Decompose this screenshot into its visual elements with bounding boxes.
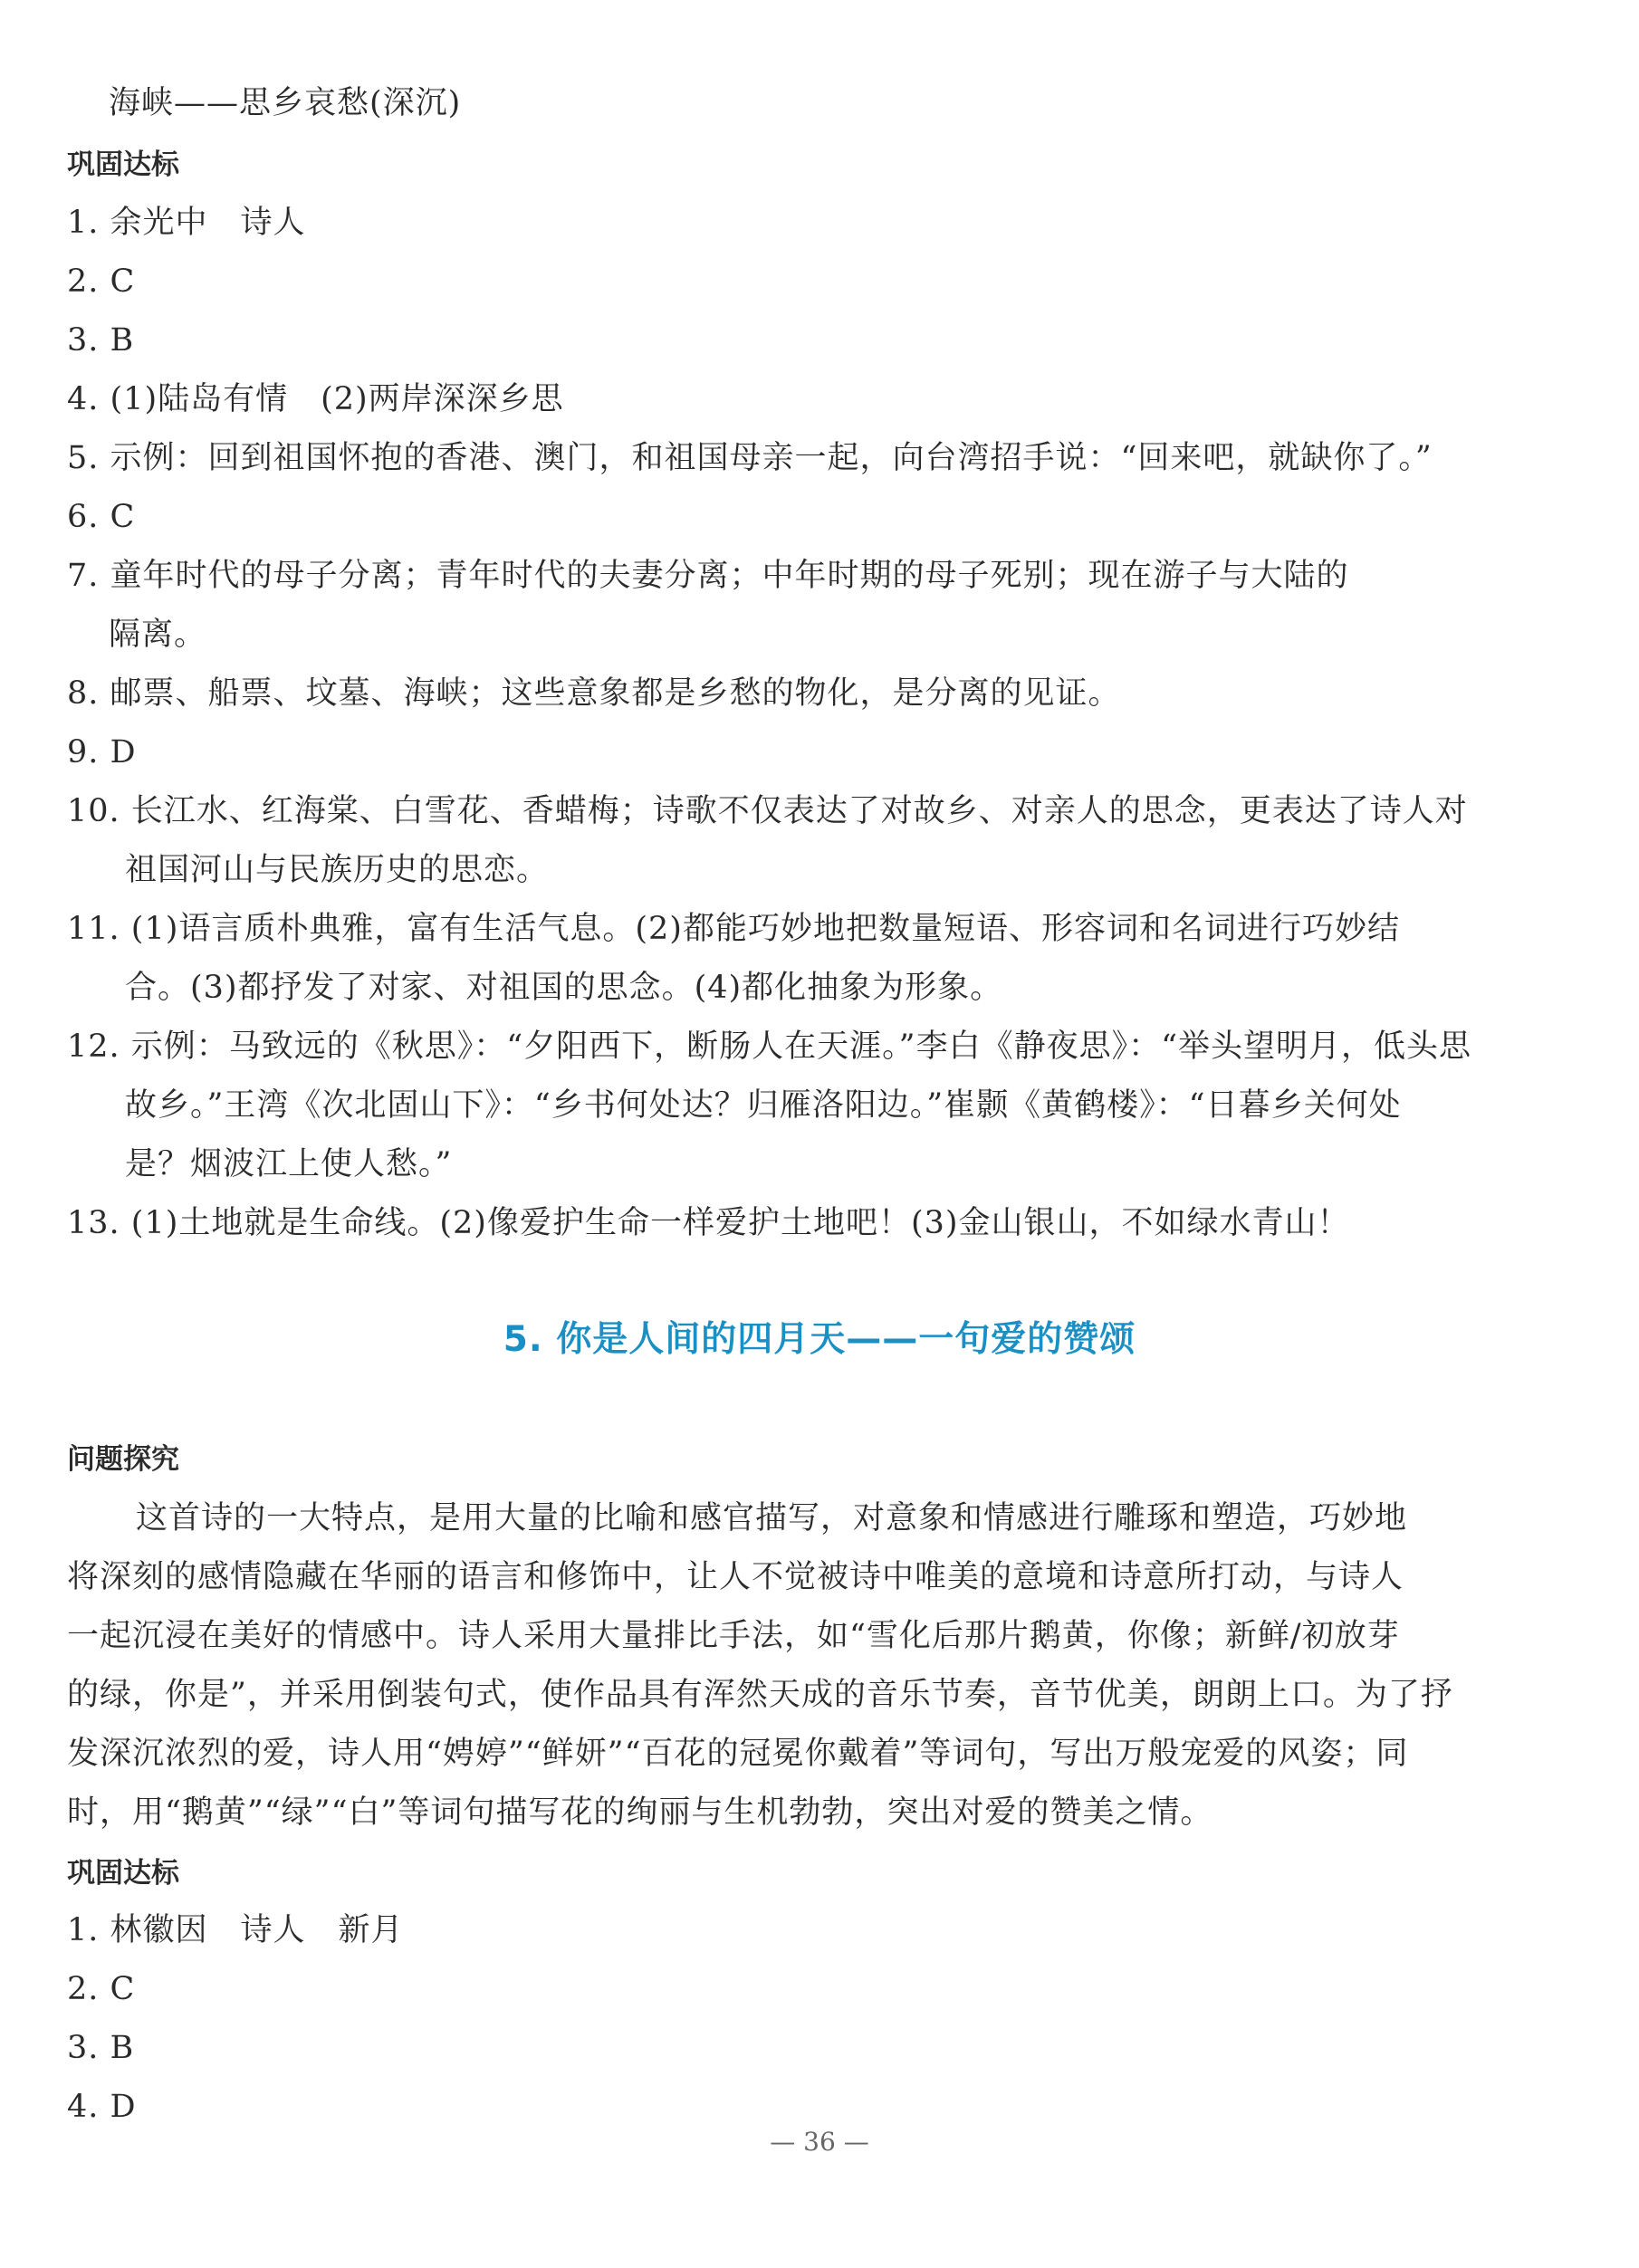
answer-line: 2. C [67,1971,136,2007]
answer-line: 3. B [67,322,135,359]
answer-line: 1. 余光中 诗人 [67,205,306,241]
answer-line: 13. (1)土地就是生命线。(2)像爱护生命一样爱护土地吧！(3)金山银山，不如绿水青山！ [67,1205,1350,1241]
top-line: 海峡——思乡哀愁(深沉) [109,85,462,121]
answer-line-continued: 合。(3)都抒发了对家、对祖国的思念。(4)都化抽象为形象。 [125,970,1003,1006]
answer-line: 4. (1)陆岛有情 (2)两岸深深乡思 [67,381,564,417]
paragraph-line: 的绿，你是”，并采用倒装句式，使作品具有浑然天成的音乐节奏，音节优美，朗朗上口。为了抒 [67,1677,1453,1713]
answer-line: 2. C [67,263,136,300]
answer-line: 4. D [67,2089,137,2125]
section-heading-consolidate-1: 巩固达标 [67,148,179,181]
answer-line: 6. C [67,499,136,535]
answer-line: 1. 林徽因 诗人 新月 [67,1912,404,1948]
chapter-title: 5. 你是人间的四月天——一句爱的赞颂 [503,1319,1136,1360]
answer-line: 12. 示例：马致远的《秋思》：“夕阳西下，断肠人在天涯。”李白《静夜思》：“举头望明月，低头思 [67,1029,1471,1065]
paragraph-line: 发深沉浓烈的爱，诗人用“娉婷”“鲜妍”“百花的冠冕你戴着”等词句，写出万般宠爱的风姿；同 [67,1736,1409,1772]
page-number: — 36 — [770,2127,869,2157]
answer-line-continued: 隔离。 [109,617,207,653]
answer-line: 10. 长江水、红海棠、白雪花、香蜡梅；诗歌不仅表达了对故乡、对亲人的思念，更表达了诗人对 [67,793,1468,829]
answer-line: 9. D [67,734,137,770]
answer-line-continued: 是？烟波江上使人愁。” [125,1146,453,1182]
answer-line-continued: 祖国河山与民族历史的思恋。 [125,852,550,888]
answer-line: 3. B [67,2030,135,2066]
paragraph-line: 时，用“鹅黄”“绿”“白”等词句描写花的绚丽与生机勃勃，突出对爱的赞美之情。 [67,1794,1213,1831]
answer-line: 8. 邮票、船票、坟墓、海峡；这些意象都是乡愁的物化，是分离的见证。 [67,675,1121,712]
answer-line: 11. (1)语言质朴典雅，富有生活气息。(2)都能巧妙地把数量短语、形容词和名词进行巧妙结 [67,911,1400,947]
answer-line: 7. 童年时代的母子分离；青年时代的夫妻分离；中年时期的母子死别；现在游子与大陆的 [67,558,1349,594]
paragraph-line: 一起沉浸在美好的情感中。诗人采用大量排比手法，如“雪化后那片鹅黄，你像；新鲜/初放芽 [67,1618,1400,1654]
paragraph-line: 将深刻的感情隐藏在华丽的语言和修饰中，让人不觉被诗中唯美的意境和诗意所打动，与诗人 [67,1559,1404,1595]
paragraph-line: 这首诗的一大特点，是用大量的比喻和感官描写，对意象和情感进行雕琢和塑造，巧妙地 [136,1500,1408,1536]
section-heading-inquiry: 问题探究 [67,1443,179,1476]
answer-line-continued: 故乡。”王湾《次北固山下》：“乡书何处达？归雁洛阳边。”崔颢《黄鹤楼》：“日暮乡关何处 [125,1087,1402,1124]
section-heading-consolidate-2: 巩固达标 [67,1857,179,1890]
answer-line: 5. 示例：回到祖国怀抱的香港、澳门，和祖国母亲一起，向台湾招手说：“回来吧，就缺你了。” [67,440,1433,476]
